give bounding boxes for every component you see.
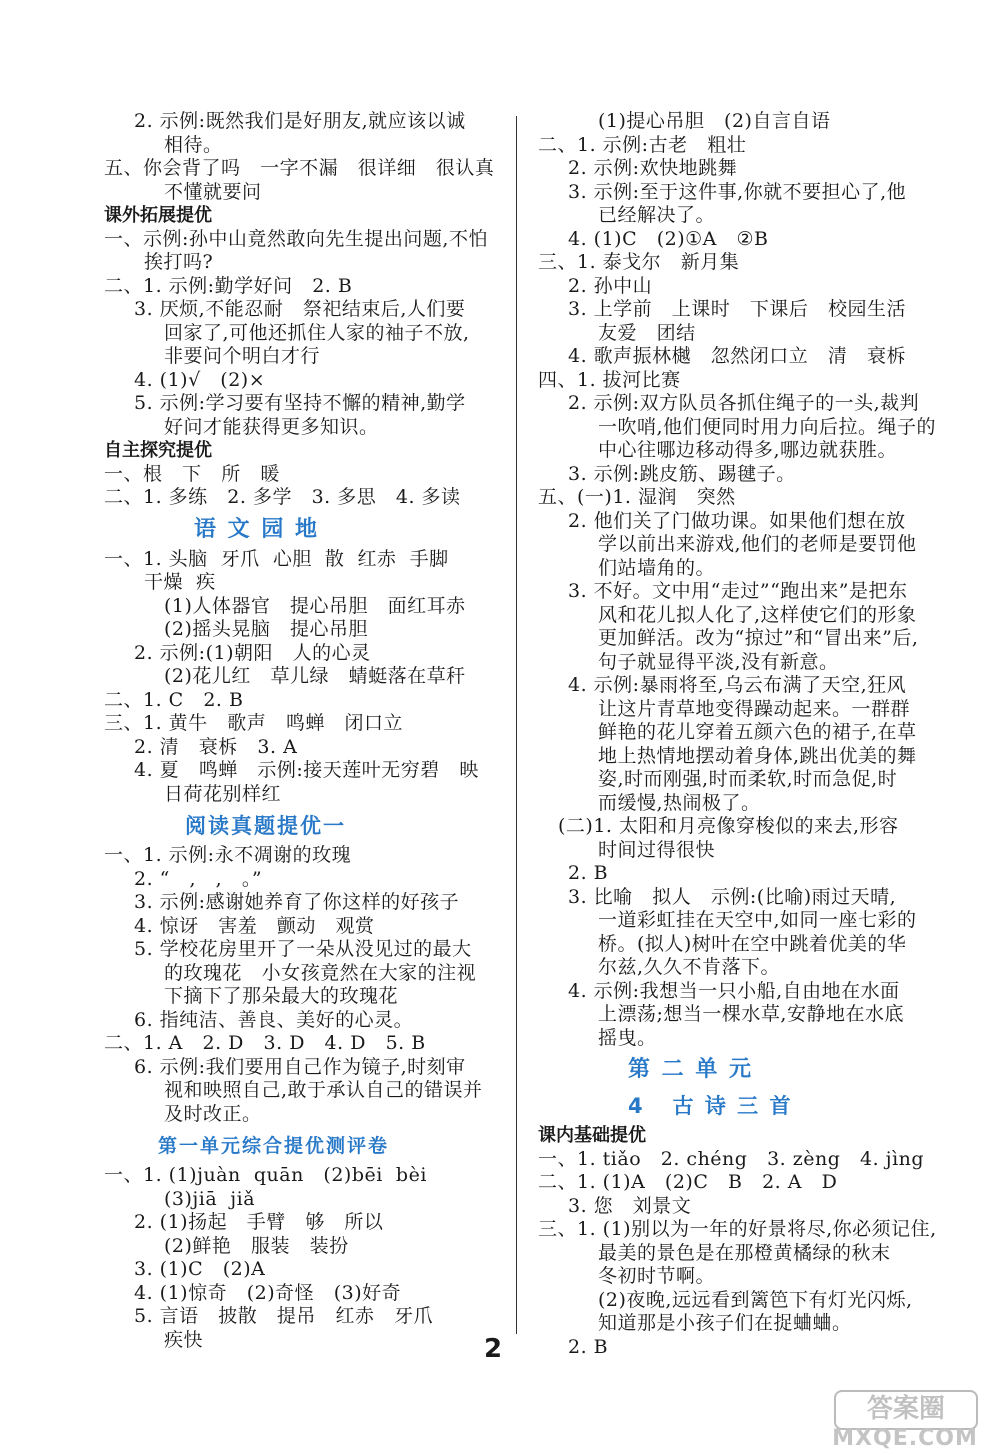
- answer-line: 6. 示例:我们要用自己作为镜子,时刻审: [134, 1055, 466, 1078]
- answer-line: 视和映照自己,敢于承认自己的错误并: [164, 1079, 483, 1101]
- answer-line: (1)人体器官 提心吊胆 面红耳赤: [164, 594, 466, 617]
- answer-line: 学以前出来游戏,他们的老师是要罚他: [598, 533, 917, 555]
- answer-line: (1)提心吊胆 (2)自言自语: [598, 110, 831, 132]
- column-divider: [516, 116, 517, 1334]
- answer-line: 句子就显得平淡,没有新意。: [598, 650, 839, 673]
- left-column: [104, 110, 504, 1352]
- answer-line: 四、1. 拔河比赛: [538, 368, 681, 391]
- answer-line: 一、根 下 所 暖: [104, 462, 280, 485]
- answer-line: 上漂荡;想当一棵水草,安静地在水底: [598, 1003, 904, 1025]
- answer-line: 5. 示例:学习要有坚持不懈的精神,勤学: [134, 392, 466, 414]
- watermark-title: 答案圈: [834, 1390, 978, 1430]
- page-number: 2: [484, 1334, 503, 1364]
- answer-line: 二、1. A 2. D 3. D 4. D 5. B: [104, 1032, 426, 1054]
- answer-line: 二、1. 示例:古老 粗壮: [538, 133, 747, 156]
- answer-line: 4. (1)√ (2)×: [134, 368, 266, 391]
- answer-line: 挨打吗?: [144, 251, 214, 273]
- answer-line: 3. 示例:跳皮筋、踢毽子。: [568, 462, 796, 485]
- answer-line: 3. 不好。文中用“走过”“跑出来”是把东: [568, 580, 908, 602]
- answer-line: 二、1. (1)A (2)C B 2. A D: [538, 1171, 838, 1193]
- answer-line: (2)夜晚,远远看到篱笆下有灯光闪烁,: [598, 1288, 913, 1311]
- answer-line: 3. 示例:感谢她养育了你这样的好孩子: [134, 891, 460, 913]
- answer-line: 更加鲜活。改为“掠过”和“冒出来”后,: [598, 627, 919, 649]
- answer-line: 一、1. (1)juàn quān (2)bēi bèi: [104, 1164, 427, 1186]
- answer-line: 一、1. tiǎo 2. chéng 3. zèng 4. jìng: [538, 1147, 925, 1170]
- answer-line: 相待。: [164, 133, 223, 156]
- answer-line: 时间过得很快: [598, 838, 716, 861]
- subsection-title: 自主探究提优: [104, 440, 212, 461]
- answer-line: 一、示例:孙中山竟然敢向先生提出问题,不怕: [104, 227, 488, 250]
- answer-line: 4. 惊讶 害羞 颤动 观赏: [134, 914, 375, 937]
- answer-line: 2. 示例:(1)朝阳 人的心灵: [134, 641, 371, 664]
- section-heading: 4 古 诗 三 首: [628, 1094, 793, 1118]
- answer-line: 三、1. 泰戈尔 新月集: [538, 251, 740, 273]
- answer-line: 及时改正。: [164, 1102, 262, 1125]
- answer-line: 4. (1)惊奇 (2)奇怪 (3)好奇: [134, 1281, 402, 1304]
- answer-line: 非要问个明白才行: [164, 345, 321, 367]
- answer-line: 5. 言语 披散 提吊 红赤 牙爪: [134, 1305, 434, 1327]
- answer-line: 三、1. (1)别以为一年的好景将尽,你必须记住,: [538, 1218, 937, 1240]
- answer-line: 最美的景色是在那橙黄橘绿的秋末: [598, 1241, 891, 1264]
- section-heading: 阅读真题提优一: [185, 814, 346, 838]
- answer-line: 4. 示例:我想当一只小船,自由地在水面: [568, 979, 900, 1002]
- answer-line: 3. 上学前 上课时 下课后 校园生活: [568, 298, 907, 320]
- answer-line: (2)花儿红 草儿绿 蜻蜓落在草秆: [164, 665, 466, 687]
- answer-line: (2)鲜艳 服装 装扮: [164, 1234, 349, 1257]
- answer-line: 一道彩虹挂在天空中,如同一座七彩的: [598, 909, 917, 931]
- answer-line: 2. 示例:双方队员各抓住绳子的一头,裁判: [568, 392, 920, 414]
- answer-line: 6. 指纯洁、善良、美好的心灵。: [134, 1008, 414, 1031]
- answer-line: 二、1. 示例:勤学好问 2. B: [104, 274, 353, 297]
- answer-line: 2. 孙中山: [568, 274, 653, 297]
- answer-line: 2. 他们关了门做功课。如果他们想在放: [568, 509, 906, 532]
- watermark-url: MXQE.COM: [832, 1426, 978, 1451]
- answer-line: 3. 您 刘景文: [568, 1194, 692, 1217]
- answer-line: 3. 示例:至于这件事,你就不要担心了,他: [568, 180, 907, 203]
- answer-line: 友爱 团结: [598, 321, 696, 344]
- answer-line: 五、(一)1. 湿润 突然: [538, 486, 736, 508]
- answer-line: 姿,时而刚强,时而柔软,时而急促,时: [598, 768, 898, 790]
- answer-line: 一吹哨,他们便同时用力向后拉。绳子的: [598, 415, 937, 438]
- answer-line: 好问才能获得更多知识。: [164, 415, 379, 438]
- right-column: [538, 110, 938, 1359]
- answer-line: 2. B: [568, 1335, 609, 1358]
- answer-line: 3. 厌烦,不能忍耐 祭祀结束后,人们要: [134, 298, 466, 320]
- answer-line: 4. 歌声振林樾 忽然闭口立 清 衰柝: [568, 345, 907, 367]
- answer-line: 中心往哪边移动得多,哪边就获胜。: [598, 439, 898, 461]
- answer-line: 冬初时节啊。: [598, 1265, 716, 1287]
- answer-line: (3)jiā jiǎ: [164, 1187, 256, 1210]
- watermark-logo: [820, 1390, 990, 1452]
- section-heading: 语 文 园 地: [194, 516, 319, 542]
- answer-line: 2. B: [568, 862, 609, 884]
- answer-line: (二)1. 太阳和月亮像穿梭似的来去,形容: [558, 815, 899, 837]
- answer-line: 地上热情地摆动着身体,跳出优美的舞: [598, 744, 917, 767]
- answer-line: 而缓慢,热闹极了。: [598, 791, 761, 814]
- answer-line: 五、你会背了吗 一字不漏 很详细 很认真: [104, 157, 495, 179]
- answer-line: 一、1. 头脑 牙爪 心胆 散 红赤 手脚: [104, 547, 449, 570]
- answer-line: 干燥 疾: [144, 571, 216, 593]
- answer-line: 疾快: [164, 1328, 204, 1351]
- answer-line: 4. (1)C (2)①A ②B: [568, 227, 769, 250]
- section-heading: 第 二 单 元: [628, 1057, 753, 1082]
- answer-line: 让这片青草地变得躁动起来。一群群: [598, 697, 911, 720]
- answer-line: 已经解决了。: [598, 204, 716, 226]
- answer-line: 们站墙角的。: [598, 556, 716, 579]
- answer-line: 2. “ , , 。”: [134, 867, 263, 890]
- answer-line: 2. 示例:既然我们是好朋友,就应该以诚: [134, 110, 466, 132]
- answer-line: 三、1. 黄牛 歌声 鸣蝉 闭口立: [104, 712, 404, 734]
- answer-line: 4. 示例:暴雨将至,乌云布满了天空,狂风: [568, 674, 907, 696]
- answer-line: 2. (1)扬起 手臂 够 所以: [134, 1211, 384, 1233]
- answer-line: 不懂就要问: [164, 180, 262, 203]
- answer-line: 知道那是小孩子们在捉蛐蛐。: [598, 1312, 852, 1334]
- answer-line: 桥。(拟人)树叶在空中跳着优美的华: [598, 932, 907, 955]
- answer-line: 摇曳。: [598, 1026, 657, 1049]
- answer-line: 一、1. 示例:永不凋谢的玫瑰: [104, 844, 352, 866]
- answer-line: 下摘下了那朵最大的玫瑰花: [164, 985, 399, 1007]
- answer-line: 2. 清 衰柝 3. A: [134, 735, 298, 758]
- answer-line: 3. (1)C (2)A: [134, 1258, 266, 1280]
- answer-line: 二、1. C 2. B: [104, 688, 244, 711]
- answer-line: 尔兹,久久不肯落下。: [598, 956, 781, 978]
- section-heading: 第一单元综合提优测评卷: [158, 1135, 390, 1157]
- answer-line: 2. 示例:欢快地跳舞: [568, 157, 738, 179]
- answer-line: 5. 学校花房里开了一朵从没见过的最大: [134, 938, 472, 960]
- answer-line: (2)摇头晃脑 提心吊胆: [164, 618, 369, 640]
- answer-line: 4. 夏 鸣蝉 示例:接天莲叶无穷碧 映: [134, 759, 479, 781]
- answer-line: 风和花儿拟人化了,这样使它们的形象: [598, 603, 917, 626]
- answer-line: 日荷花别样红: [164, 782, 282, 805]
- subsection-title: 课外拓展提优: [104, 205, 212, 226]
- answer-line: 二、1. 多练 2. 多学 3. 多思 4. 多读: [104, 486, 461, 508]
- answer-line: 3. 比喻 拟人 示例:(比喻)雨过天晴,: [568, 885, 897, 908]
- answer-line: 回家了,可他还抓住人家的袖子不放,: [164, 321, 470, 344]
- subsection-title: 课内基础提优: [538, 1125, 646, 1146]
- answer-line: 鲜艳的花儿穿着五颜六色的裙子,在草: [598, 721, 917, 743]
- answer-line: 的玫瑰花 小女孩竟然在大家的注视: [164, 961, 477, 984]
